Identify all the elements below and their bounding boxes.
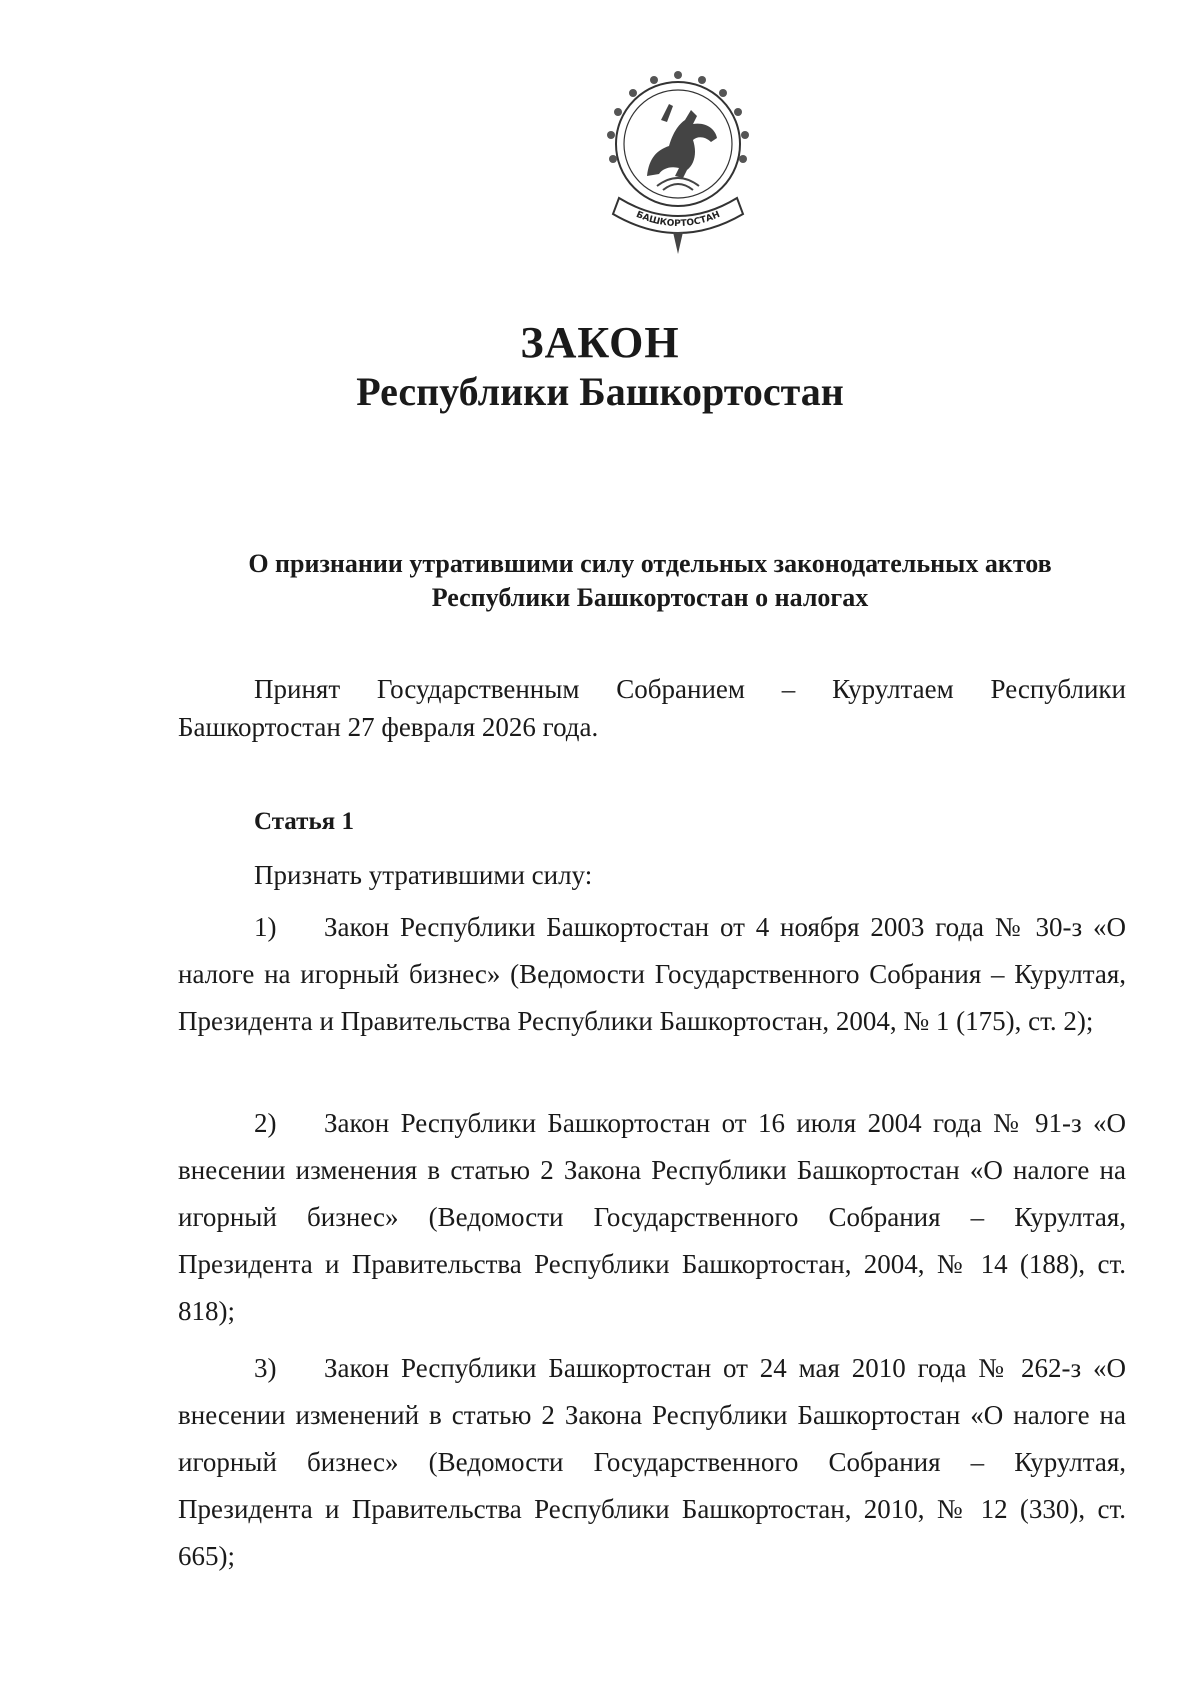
coat-of-arms-emblem [587, 66, 769, 254]
list-item [178, 1100, 1126, 1335]
list-item-text: Закон Республики Башкортостан от 24 мая 2010 года № 262-з «О внесении изменений в статью 2 Закона Республики Башкортостан «О налоге на игорный бизнес» (Ведомости Государственного Собрания – Курултая, Президента и Правительства Республики Башкортостан, 2010, № 12 (330), ст. 665); [178, 1353, 1126, 1571]
law-title: ЗАКОН [520, 318, 680, 367]
law-subtitle: Республики Башкортостан [356, 369, 844, 414]
list-item-number: 1) [254, 912, 277, 942]
document-heading-line-2: Республики Башкортостан о налогах [431, 583, 869, 612]
document-heading [170, 547, 1130, 615]
list-item [178, 1345, 1126, 1580]
list-item-text: Закон Республики Башкортостан от 4 ноября 2003 года № 30-з «О налоге на игорный бизнес» (Ведомости Государственного Собрания – Курултая, Президента и Правительства Республики Башкортостан, 2004, № 1 (175), ст. 2); [178, 912, 1126, 1036]
list-item-number: 3) [254, 1353, 277, 1383]
list-item-number: 2) [254, 1108, 277, 1138]
list-item-text: Закон Республики Башкортостан от 16 июля 2004 года № 91-з «О внесении изменения в статью 2 Закона Республики Башкортостан «О налоге на игорный бизнес» (Ведомости Государственного Собрания – Курултая, Президента и Правительства Республики Башкортостан, 2004, № 14 (188), ст. 818); [178, 1108, 1126, 1326]
list-item [178, 904, 1126, 1045]
article-title: Статья 1 [254, 808, 354, 835]
emblem-ribbon-text: БАШКОРТОСТАН [634, 209, 722, 230]
article-preamble: Признать утратившими силу: [254, 860, 593, 890]
adoption-statement: Принят Государственным Собранием – Курултаем Республики Башкортостан 27 февраля 2026 года. [178, 674, 1126, 742]
document-heading-line-1: О признании утратившими силу отдельных законодательных актов [248, 549, 1052, 578]
